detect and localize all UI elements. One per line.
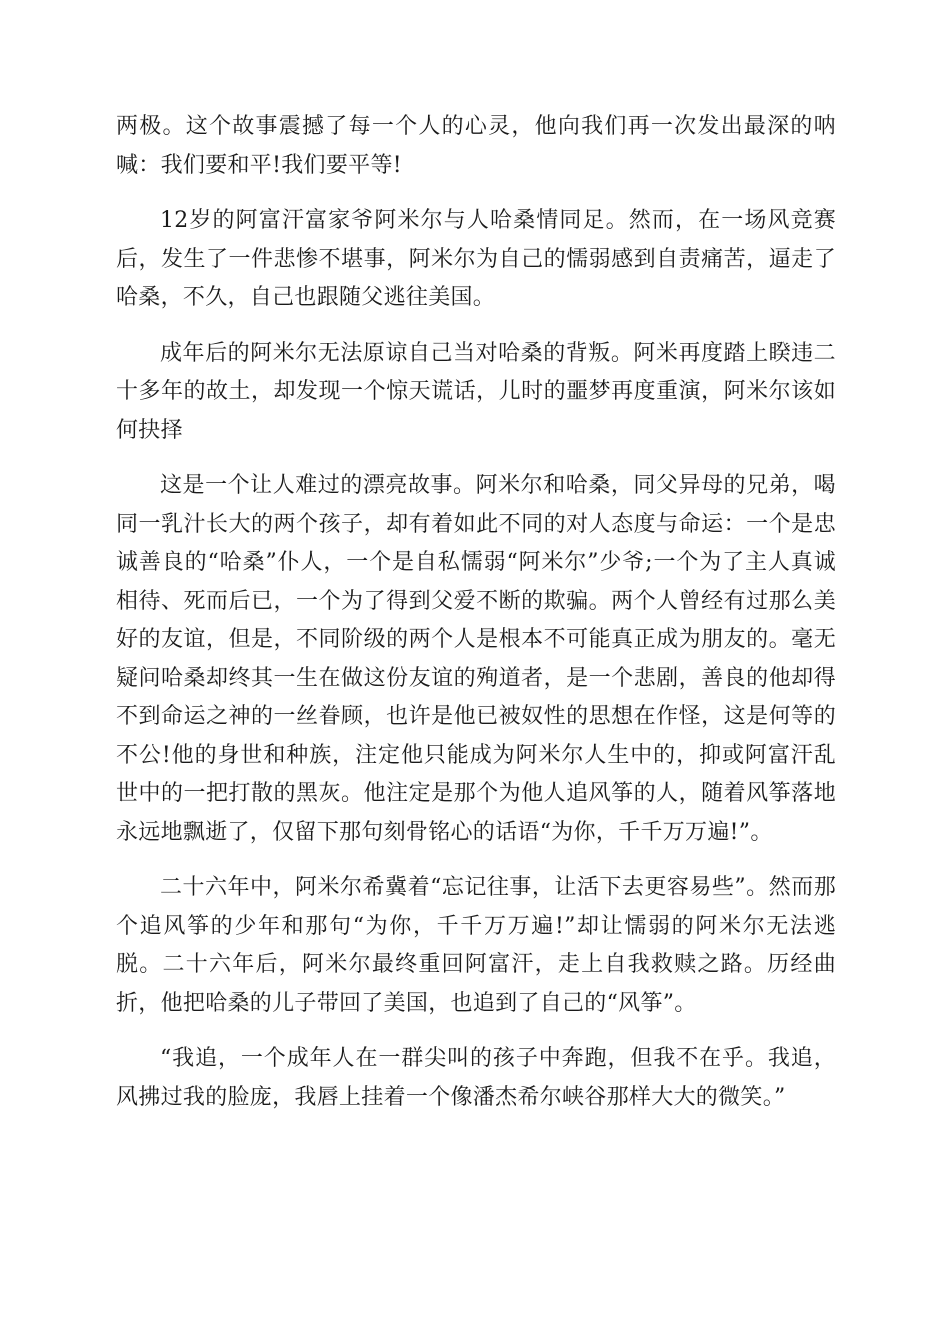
paragraph-3: 成年后的阿米尔无法原谅自己当对哈桑的背叛。阿米再度踏上睽违二十多年的故土，却发现一个惊天谎话，儿时的噩梦再度重演，阿米尔该如何抉择 xyxy=(116,340,836,443)
paragraph-2: 12岁的阿富汗富家爷阿米尔与人哈桑情同足。然而，在一场风竞赛后，发生了一件悲惨不堪事，阿米尔为自己的懦弱感到自责痛苦，逼走了哈桑，不久，自己也跟随父逃往美国。 xyxy=(116,208,836,310)
paragraph-4: 这是一个让人难过的漂亮故事。阿米尔和哈桑，同父异母的兄弟，喝同一乳汁长大的两个孩子，却有着如此不同的对人态度与命运：一个是忠诚善良的“哈桑”仆人，一个是自私懦弱“阿米尔”少爷;一个为了主人真诚相待、死而后已，一个为了得到父爱不断的欺骗。两个人曾经有过那么美好的友谊，但是，不同阶级的两个人是根本不可能真正成为朋友的。毫无疑问哈桑却终其一生在做这份友谊的殉道者，是一个悲剧，善良的他却得不到命运之神的一丝眷顾，也许是他已被奴性的思想在作怪，这是何等的不公!他的身世和种族，注定他只能成为阿米尔人生中的，抑或阿富汗乱世中的一把打散的黑灰。他注定是那个为他人追风筝的人，随着风筝落地永远地飘逝了，仅留下那句刻骨铭心的话语“为你，千千万万遍!”。 xyxy=(116,473,836,845)
paragraph-6: “我追，一个成年人在一群尖叫的孩子中奔跑，但我不在乎。我追，风拂过我的脸庞，我唇上挂着一个像潘杰希尔峡谷那样大大的微笑。” xyxy=(116,1046,836,1110)
paragraph-1: 两极。这个故事震撼了每一个人的心灵，他向我们再一次发出最深的呐喊：我们要和平!我们要平等! xyxy=(116,114,836,178)
document-body xyxy=(116,108,836,1134)
paragraph-5: 二十六年中，阿米尔希冀着“忘记往事，让活下去更容易些”。然而那个追风筝的少年和那句“为你，千千万万遍!”却让懦弱的阿米尔无法逃脱。二十六年后，阿米尔最终重回阿富汗，走上自我救赎之路。历经曲折，他把哈桑的儿子带回了美国，也追到了自己的“风筝”。 xyxy=(116,875,836,1016)
